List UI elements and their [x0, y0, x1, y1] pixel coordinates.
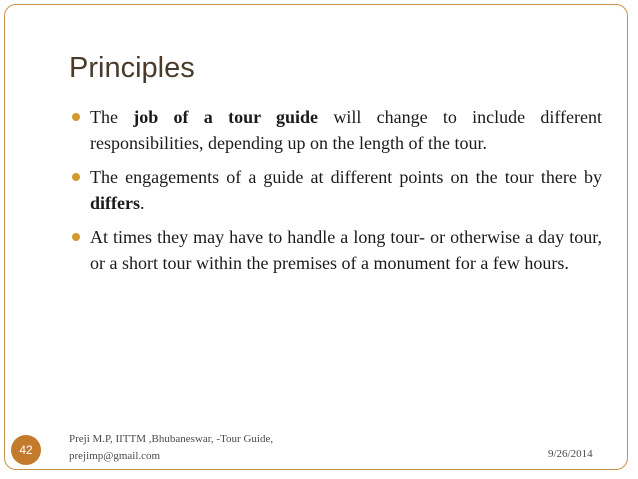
bullet-text: .: [139, 193, 145, 213]
bullet-item: [70, 164, 602, 216]
slide-title: Principles: [69, 52, 195, 84]
bullet-marker-icon: [72, 233, 80, 241]
footer-author: [69, 431, 273, 465]
bullet-text: The: [90, 107, 134, 127]
bullet-marker-icon: [72, 173, 80, 181]
bullet-marker-icon: [72, 113, 80, 121]
bullet-text: At times they may have to handle a long tour- or otherwise a day tour, or a short tour within the premises of a monument for a few hours.: [90, 227, 602, 273]
footer-author-line: Preji M.P, IITTM ,Bhubaneswar, -Tour Guide,: [69, 433, 274, 445]
bullet-item: [70, 104, 602, 156]
footer-email: prejimp@gmail.com: [69, 450, 161, 462]
bullet-text: The engagements of a guide at different points on the tour there by: [90, 167, 602, 187]
bullet-text: will change to include different responsibilities, depending up on the length of the tour.: [90, 107, 603, 153]
bullet-item: [70, 224, 602, 276]
page-number-badge: 42: [11, 435, 41, 465]
footer-date: 9/26/2014: [548, 448, 593, 460]
bullet-emphasis: differs: [90, 193, 140, 213]
bullet-emphasis: job of a tour guide: [133, 107, 319, 127]
bullet-list: [70, 104, 602, 284]
